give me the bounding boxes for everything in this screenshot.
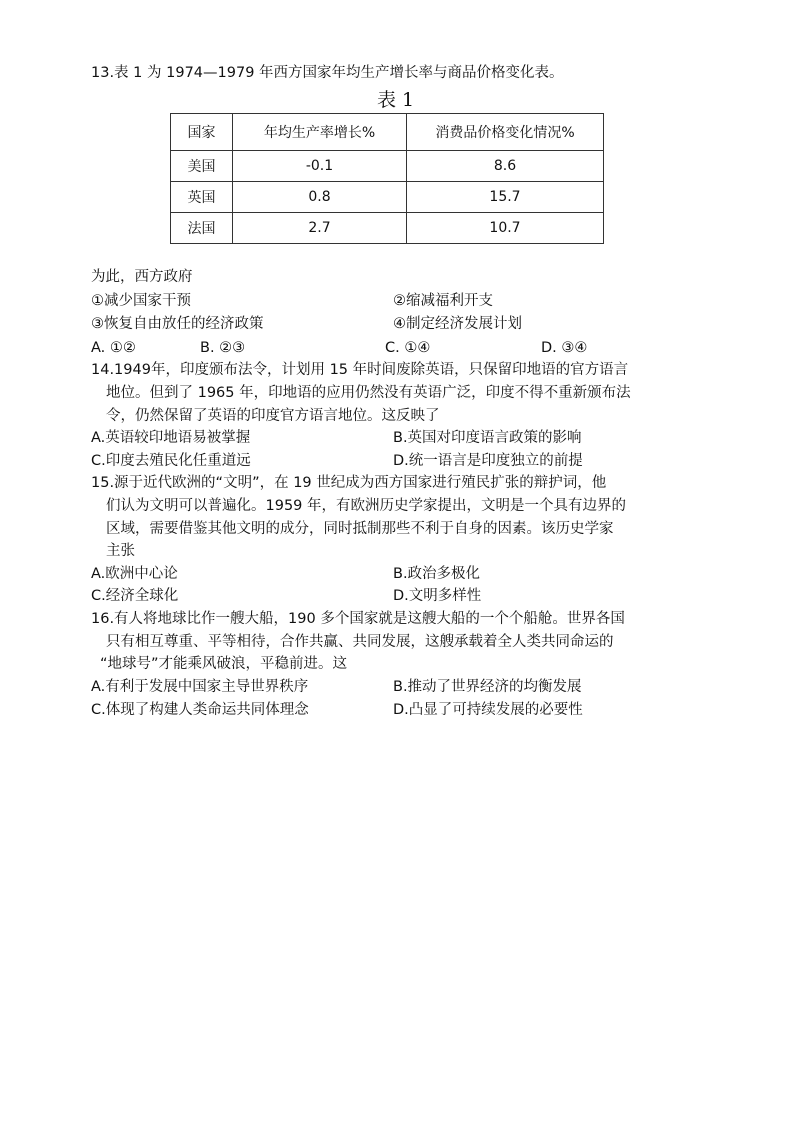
q13-lead: 为此，西方政府: [91, 269, 193, 285]
q14-stem-line: 令，仍然保留了英语的印度官方语言地位。这反映了: [106, 408, 440, 424]
q13-item: ④制定经济发展计划: [393, 316, 522, 332]
table-cell: 美国: [171, 151, 233, 182]
q14-option-b[interactable]: B.英国对印度语言政策的影响: [393, 430, 582, 446]
q16-option-d[interactable]: D.凸显了可持续发展的必要性: [393, 702, 583, 718]
q14-stem-line: 地位。但到了 1965 年，印地语的应用仍然没有英语广泛，印度不得不重新颁布法: [106, 385, 631, 401]
table-header-cell: 消费品价格变化情况%: [407, 114, 604, 151]
q15-option-d[interactable]: D.文明多样性: [393, 588, 482, 604]
table-header-cell: 年均生产率增长%: [233, 114, 407, 151]
q13-item: ①减少国家干预: [91, 293, 191, 309]
q16-option-b[interactable]: B.推动了世界经济的均衡发展: [393, 679, 582, 695]
table-cell: 15.7: [407, 182, 604, 213]
q15-stem-line: 15.源于近代欧洲的“文明”，在 19 世纪成为西方国家进行殖民扩张的辩护词，他: [91, 475, 607, 491]
q16-stem-line: “地球号”才能乘风破浪，平稳前进。这: [100, 656, 348, 672]
table-row: [171, 213, 604, 244]
table-cell: 0.8: [233, 182, 407, 213]
q16-stem-line: 只有相互尊重、平等相待，合作共赢、共同发展，这艘承载着全人类共同命运的: [106, 634, 614, 650]
q15-stem-line: 们认为文明可以普遍化。1959 年，有欧洲历史学家提出，文明是一个具有边界的: [106, 498, 627, 514]
table-cell: 8.6: [407, 151, 604, 182]
q15-option-b[interactable]: B.政治多极化: [393, 566, 481, 582]
table-cell: 法国: [171, 213, 233, 244]
q15-stem-line: 主张: [106, 543, 135, 559]
table-cell: 英国: [171, 182, 233, 213]
table-cell: 10.7: [407, 213, 604, 244]
q16-option-a[interactable]: A.有利于发展中国家主导世界秩序: [91, 679, 309, 695]
q13-item: ③恢复自由放任的经济政策: [91, 316, 264, 332]
table-caption: 表 1: [377, 89, 415, 111]
q14-option-d[interactable]: D.统一语言是印度独立的前提: [393, 453, 583, 469]
table-cell: 2.7: [233, 213, 407, 244]
table-cell: -0.1: [233, 151, 407, 182]
q15-stem-line: 区域，需要借鉴其他文明的成分，同时抵制那些不利于自身的因素。该历史学家: [106, 521, 614, 537]
q13-option-d[interactable]: D. ③④: [541, 340, 588, 356]
q13-option-a[interactable]: A. ①②: [91, 340, 136, 356]
table-row: [171, 182, 604, 213]
q16-stem-line: 16.有人将地球比作一艘大船，190 多个国家就是这艘大船的一个个船舱。世界各国: [91, 611, 625, 627]
q13-option-b[interactable]: B. ②③: [200, 340, 246, 356]
table-header-row: [171, 114, 604, 151]
table-header-cell: 国家: [171, 114, 233, 151]
q14-option-c[interactable]: C.印度去殖民化任重道远: [91, 453, 251, 469]
q13-stem: 13.表 1 为 1974—1979 年西方国家年均生产增长率与商品价格变化表。: [91, 65, 564, 81]
q14-stem-line: 14.1949年，印度颁布法令，计划用 15 年时间废除英语，只保留印地语的官方语言: [91, 362, 629, 378]
q16-option-c[interactable]: C.体现了构建人类命运共同体理念: [91, 702, 309, 718]
q13-option-c[interactable]: C. ①④: [385, 340, 431, 356]
q15-option-a[interactable]: A.欧洲中心论: [91, 566, 178, 582]
q13-item: ②缩减福利开支: [393, 293, 493, 309]
q15-option-c[interactable]: C.经济全球化: [91, 588, 179, 604]
data-table: [170, 113, 604, 244]
q14-option-a[interactable]: A.英语较印地语易被掌握: [91, 430, 251, 446]
table-row: [171, 151, 604, 182]
